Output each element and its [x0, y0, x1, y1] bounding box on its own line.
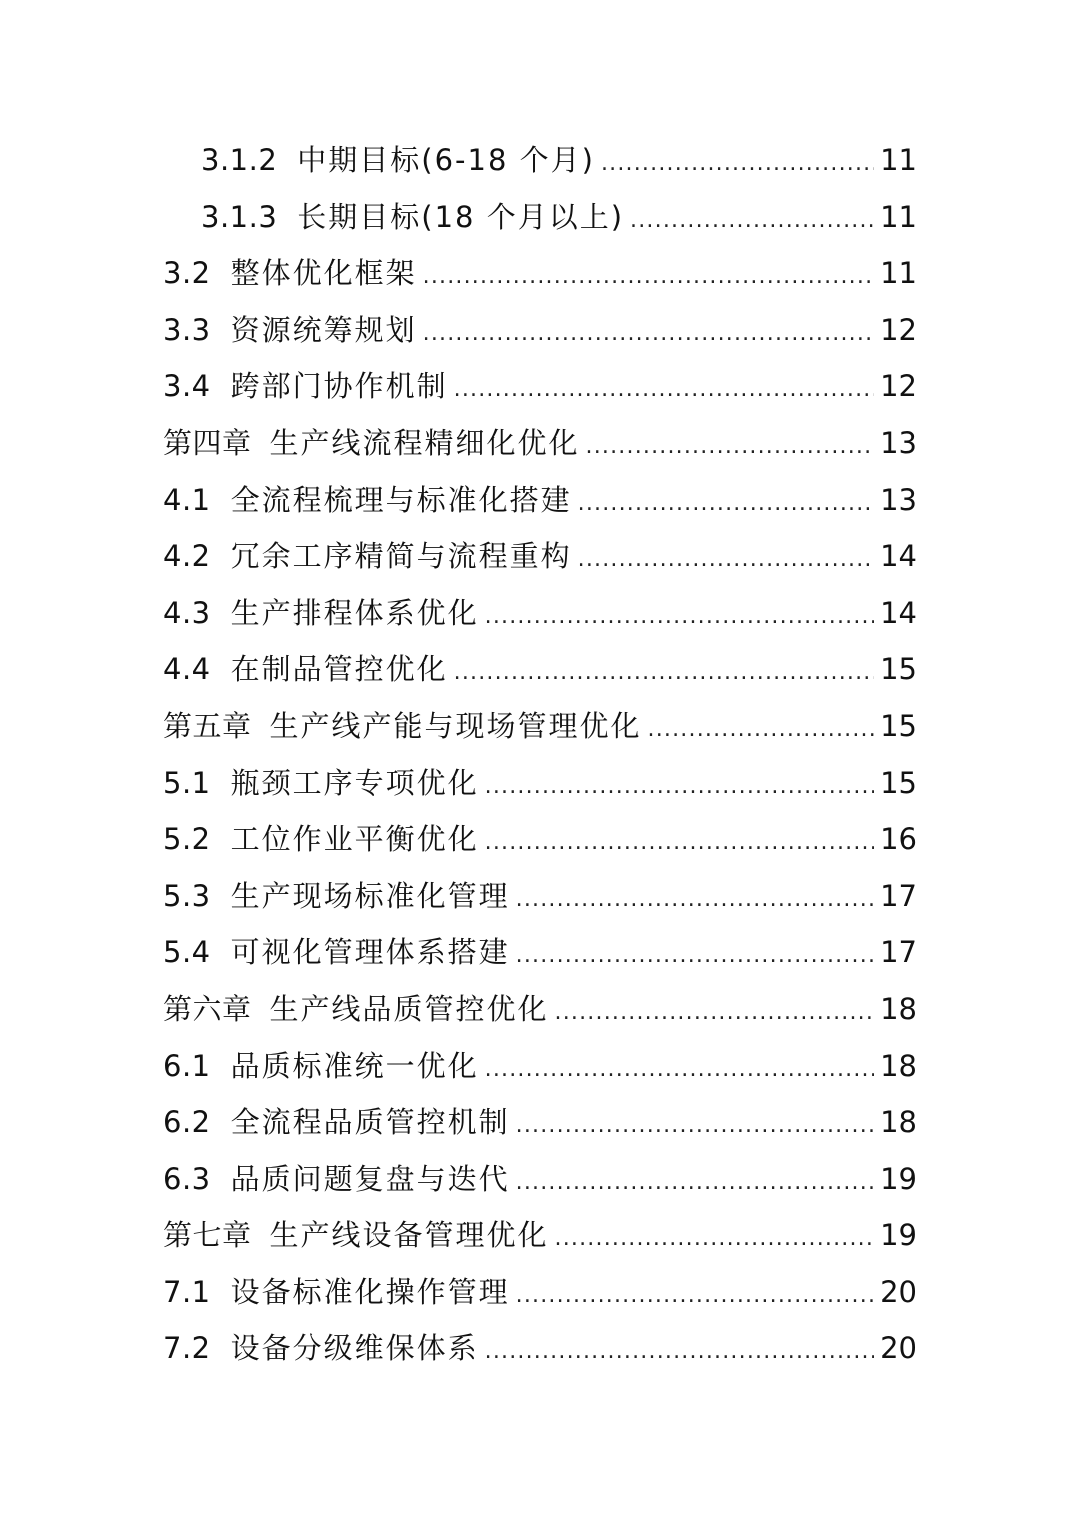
- toc-chapter-entry[interactable]: [163, 1207, 917, 1264]
- toc-chapter-title: 生产线流程精细化优化: [269, 425, 580, 460]
- dot-leader: [485, 815, 874, 872]
- toc-entry-page: 11: [880, 199, 917, 234]
- toc-entry-number: 4.3: [163, 595, 211, 630]
- toc-entry-page: 19: [880, 1161, 917, 1196]
- toc-entry-title: 全流程品质管控机制: [230, 1105, 510, 1140]
- toc-entry[interactable]: [163, 189, 917, 246]
- dot-leader: [485, 589, 874, 646]
- toc-entry-title: 全流程梳理与标准化搭建: [230, 482, 572, 517]
- toc-entry-page: 14: [880, 539, 917, 574]
- toc-entry-number: 5.1: [163, 765, 211, 800]
- toc-entry[interactable]: [163, 1320, 917, 1377]
- toc-entry-number: 3.2: [163, 256, 211, 291]
- toc-entry-number: 5.3: [163, 878, 211, 913]
- toc-entry-number: 4.4: [163, 652, 211, 687]
- toc-entry[interactable]: [163, 1264, 917, 1321]
- toc-entry-page: 13: [880, 482, 917, 517]
- toc-chapter-title: 生产线品质管控优化: [269, 991, 549, 1026]
- toc-entry-number: 3.1.3: [201, 199, 278, 234]
- toc-chapter-entry[interactable]: [163, 415, 917, 472]
- toc-entry-title: 品质问题复盘与迭代: [230, 1161, 510, 1196]
- toc-entry-number: 5.4: [163, 935, 211, 970]
- toc-entry-title: 设备分级维保体系: [230, 1331, 479, 1366]
- toc-entry-title: 设备标准化操作管理: [230, 1274, 510, 1309]
- toc-entry-page: 17: [880, 935, 917, 970]
- toc-entry-title: 可视化管理体系搭建: [230, 935, 510, 970]
- dot-leader: [485, 1324, 874, 1381]
- toc-entry-page: 18: [880, 1105, 917, 1140]
- dot-leader: [516, 1155, 874, 1212]
- toc-entry[interactable]: [163, 245, 917, 302]
- dot-leader: [648, 702, 875, 759]
- toc-entry-page: 17: [880, 878, 917, 913]
- toc-entry-number: 3.4: [163, 369, 211, 404]
- toc-entry-page: 16: [880, 822, 917, 857]
- toc-entry-title: 品质标准统一优化: [230, 1048, 479, 1083]
- toc-entry-number: 6.2: [163, 1105, 211, 1140]
- toc-entry[interactable]: [163, 1038, 917, 1095]
- toc-chapter-title: 生产线产能与现场管理优化: [269, 708, 642, 743]
- toc-entry-page: 20: [880, 1331, 917, 1366]
- dot-leader: [423, 306, 874, 363]
- toc-entry-number: 4.2: [163, 539, 211, 574]
- toc-entry-number: 4.1: [163, 482, 211, 517]
- toc-entry-page: 12: [880, 369, 917, 404]
- toc-entry-title: 中期目标(6-18 个月): [297, 143, 595, 177]
- dot-leader: [516, 872, 874, 929]
- toc-entry-page: 15: [880, 708, 917, 743]
- dot-leader: [454, 362, 874, 419]
- dot-leader: [516, 1268, 874, 1325]
- dot-leader: [516, 928, 874, 985]
- toc-entry[interactable]: [163, 1151, 917, 1208]
- toc-entry[interactable]: [163, 472, 917, 529]
- toc-entry-title: 生产排程体系优化: [230, 595, 479, 630]
- toc-chapter-number: 第五章: [163, 708, 252, 743]
- toc-entry-number: 7.2: [163, 1331, 211, 1366]
- toc-entry-number: 6.1: [163, 1048, 211, 1083]
- toc-chapter-entry[interactable]: [163, 981, 917, 1038]
- toc-entry-title: 长期目标(18 个月以上): [297, 199, 625, 234]
- toc-entry-number: 3.1.2: [201, 143, 278, 177]
- toc-entry-page: 18: [880, 991, 917, 1026]
- toc-entry-title: 冗余工序精简与流程重构: [230, 539, 572, 574]
- toc-entry-page: 20: [880, 1274, 917, 1309]
- toc-chapter-number: 第四章: [163, 425, 252, 460]
- toc-entry-number: 3.3: [163, 312, 211, 347]
- toc-entry[interactable]: [163, 755, 917, 812]
- dot-leader: [555, 985, 875, 1042]
- toc-entry-number: 7.1: [163, 1274, 211, 1309]
- toc-entry[interactable]: [163, 1094, 917, 1151]
- toc-entry-title: 资源统筹规划: [230, 312, 417, 347]
- dot-leader: [578, 476, 874, 533]
- dot-leader: [630, 193, 874, 250]
- toc-entry-page: 19: [880, 1218, 917, 1253]
- toc-entry-page: 15: [880, 765, 917, 800]
- toc-entry-title: 工位作业平衡优化: [230, 822, 479, 857]
- toc-chapter-entry[interactable]: [163, 698, 917, 755]
- toc-chapter-number: 第六章: [163, 991, 252, 1026]
- dot-leader: [578, 532, 874, 589]
- dot-leader: [485, 1042, 874, 1099]
- dot-leader: [586, 419, 875, 476]
- dot-leader: [555, 1211, 875, 1268]
- toc-entry-number: 5.2: [163, 822, 211, 857]
- toc-chapter-number: 第七章: [163, 1218, 252, 1253]
- toc-entry[interactable]: [163, 528, 917, 585]
- toc-entry-page: 12: [880, 312, 917, 347]
- toc-entry[interactable]: [163, 132, 917, 189]
- dot-leader: [423, 249, 874, 306]
- toc-entry[interactable]: [163, 358, 917, 415]
- toc-entry[interactable]: [163, 302, 917, 359]
- toc-entry-page: 11: [880, 256, 917, 291]
- dot-leader: [601, 136, 874, 193]
- toc-entry-title: 在制品管控优化: [230, 652, 448, 687]
- toc-entry[interactable]: [163, 811, 917, 868]
- dot-leader: [454, 645, 874, 702]
- toc-entry[interactable]: [163, 585, 917, 642]
- toc-entry-title: 整体优化框架: [230, 256, 417, 291]
- dot-leader: [516, 1098, 874, 1155]
- toc-entry-page: 13: [880, 425, 917, 460]
- toc-entry-title: 瓶颈工序专项优化: [230, 765, 479, 800]
- toc-entry[interactable]: [163, 924, 917, 981]
- toc-chapter-title: 生产线设备管理优化: [269, 1218, 549, 1253]
- toc-entry-title: 跨部门协作机制: [230, 369, 448, 404]
- toc-entry-page: 18: [880, 1048, 917, 1083]
- toc-entry[interactable]: [163, 641, 917, 698]
- toc-entry[interactable]: [163, 868, 917, 925]
- toc-entry-title: 生产现场标准化管理: [230, 878, 510, 913]
- table-of-contents: [163, 132, 917, 1377]
- toc-entry-page: 15: [880, 652, 917, 687]
- toc-entry-page: 14: [880, 595, 917, 630]
- toc-entry-page: 11: [880, 143, 917, 177]
- toc-entry-number: 6.3: [163, 1161, 211, 1196]
- dot-leader: [485, 759, 874, 816]
